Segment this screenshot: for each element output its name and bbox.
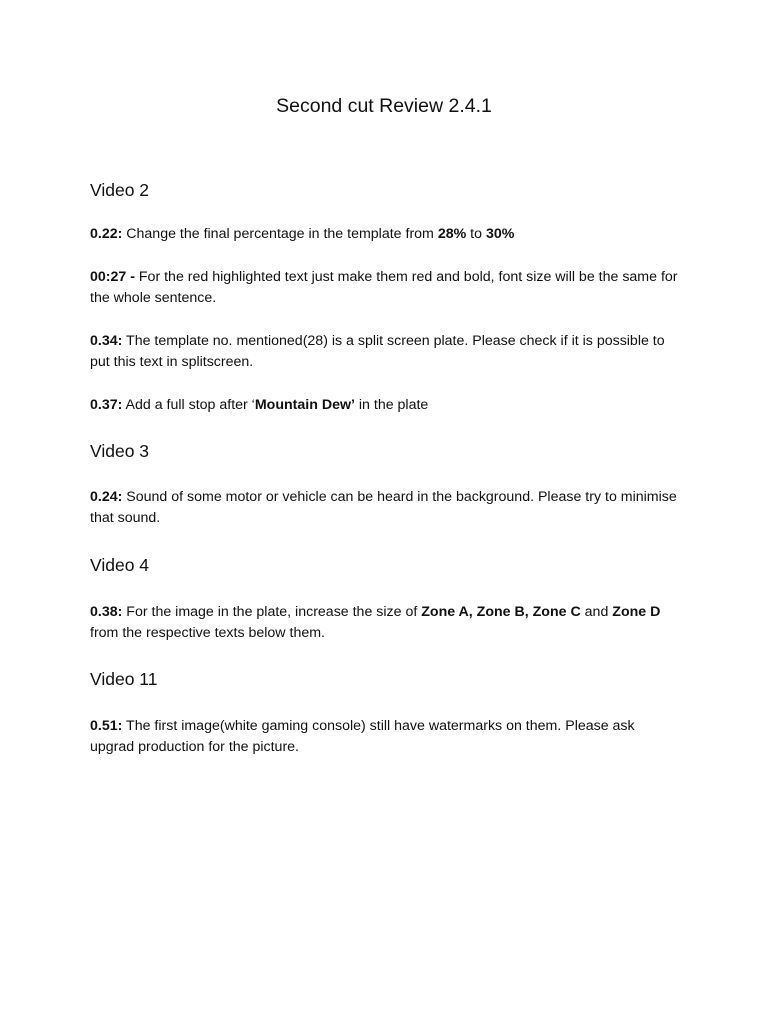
note-text: Add a full stop after ‘	[122, 397, 255, 413]
section-heading-video-4: Video 4	[90, 555, 150, 575]
note-text: Sound of some motor or vehicle can be heard in the background. Please try to minimise that sound.	[90, 489, 677, 526]
note-text: The first image(white gaming console) still have watermarks on them. Please ask upgrad production for the picture.	[90, 718, 635, 755]
note-text: For the image in the plate, increase the size of	[122, 604, 422, 620]
note-bold-value: 28%	[437, 226, 467, 242]
note-text: Change the final percentage in the template from	[122, 226, 438, 242]
section-heading-video-3: Video 3	[90, 441, 150, 461]
note-text: For the red highlighted text just make them red and bold, font size will be the same for the whole sentence.	[90, 269, 678, 306]
note-timestamp: 00:27 -	[90, 269, 135, 285]
review-note-video-2-0-22	[90, 224, 678, 245]
note-text: and	[580, 604, 613, 620]
note-text: from the respective texts below them.	[90, 625, 325, 641]
review-note-video-2-00-27	[90, 267, 678, 309]
note-bold-value: Mountain Dew’	[254, 397, 355, 413]
section-heading-video-11: Video 11	[90, 669, 158, 689]
note-timestamp: 0.34:	[90, 333, 123, 349]
note-text: to	[466, 226, 486, 242]
note-bold-value: Zone A, Zone B, Zone C	[421, 604, 581, 620]
document-title: Second cut Review 2.4.1	[276, 95, 492, 117]
review-note-video-2-0-34	[90, 331, 678, 373]
note-timestamp: 0.51:	[90, 718, 123, 734]
review-note-video-11-0-51	[90, 716, 678, 758]
note-bold-value: 30%	[485, 226, 515, 242]
section-heading-video-2: Video 2	[90, 180, 150, 200]
note-bold-value: Zone D	[612, 604, 661, 620]
note-text: The template no. mentioned(28) is a split screen plate. Please check if it is possible to put this text in splitscreen.	[90, 333, 665, 370]
note-timestamp: 0.38:	[90, 604, 123, 620]
review-note-video-3-0-24	[90, 487, 678, 529]
note-timestamp: 0.22:	[90, 226, 123, 242]
note-timestamp: 0.37:	[90, 397, 123, 413]
note-timestamp: 0.24:	[90, 489, 123, 505]
review-note-video-4-0-38	[90, 602, 678, 644]
note-text: in the plate	[354, 397, 429, 413]
review-note-video-2-0-37	[90, 395, 678, 416]
